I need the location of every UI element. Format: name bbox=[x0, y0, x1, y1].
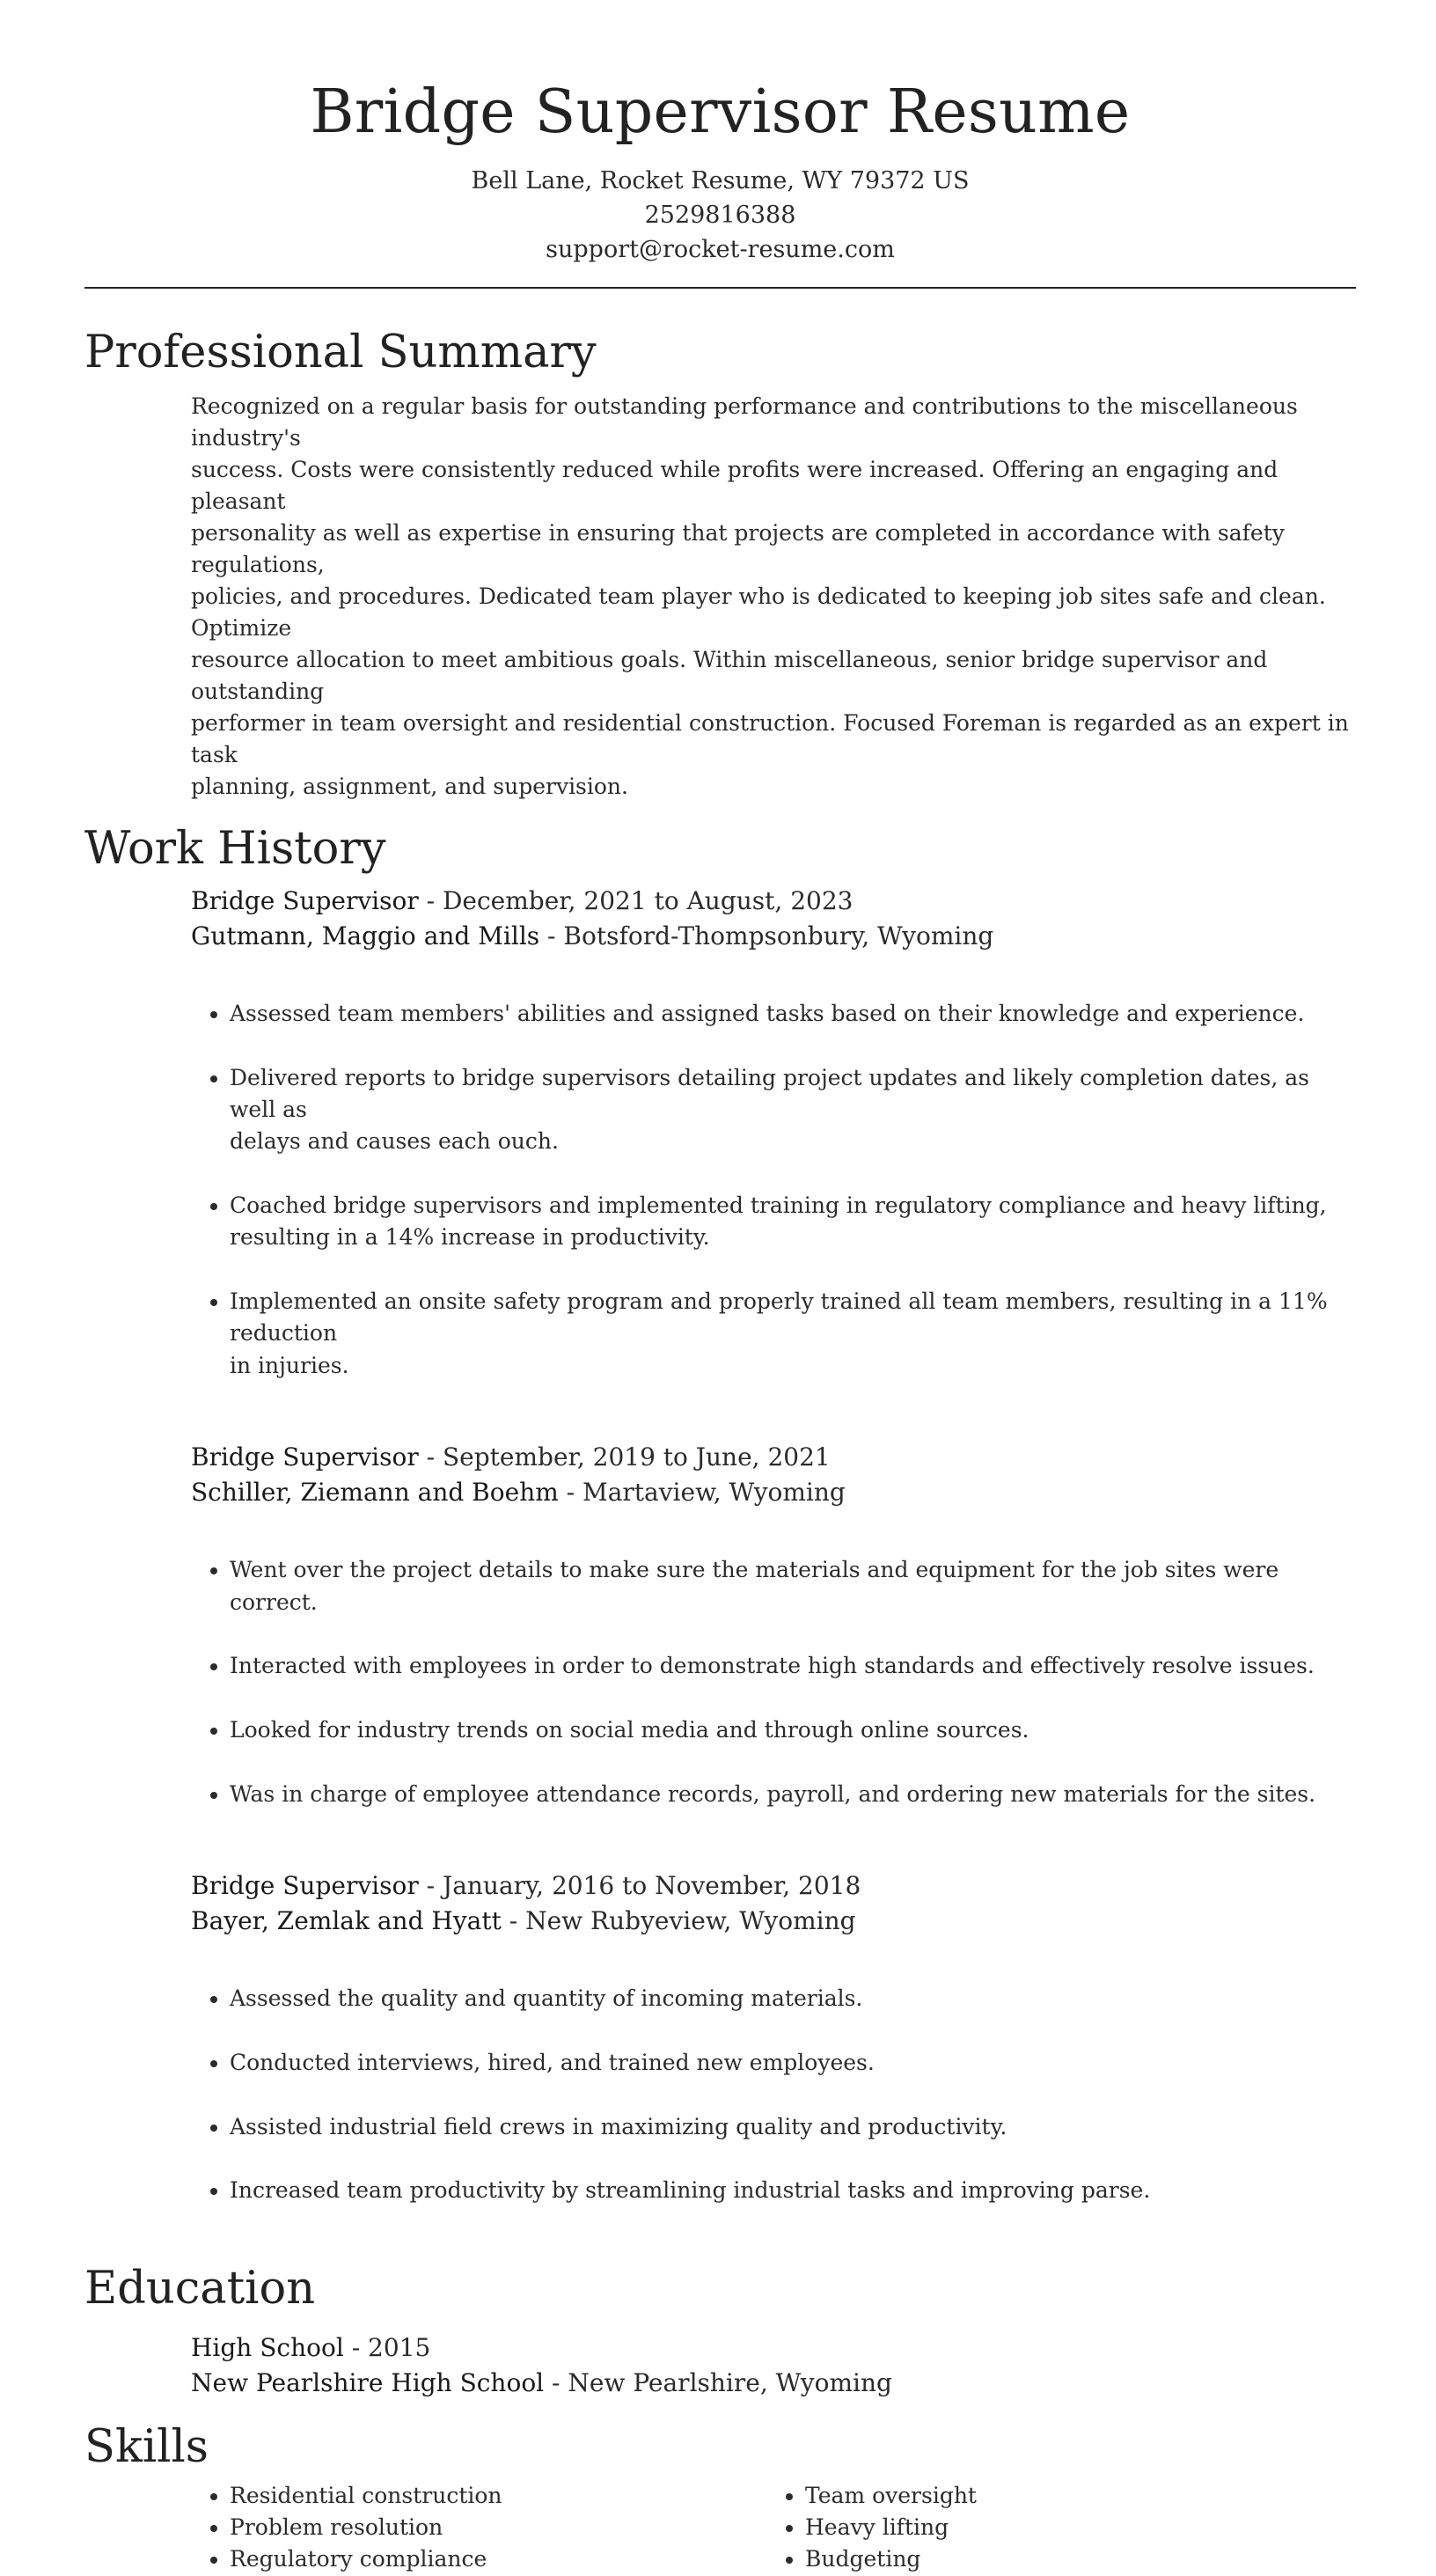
resume-page bbox=[84, 0, 1356, 2576]
job-company-line bbox=[191, 1904, 1356, 1939]
list-item: • Went over the project details to make sure the materials and equipment for the job sites were correct. bbox=[230, 1554, 1356, 1618]
job-company: Schiller, Ziemann and Boehm bbox=[191, 1478, 559, 1508]
job-location: - Martaview, Wyoming bbox=[558, 1478, 846, 1508]
job-entry bbox=[191, 1868, 1356, 2239]
job-title-line bbox=[191, 1440, 1356, 1475]
job-entry bbox=[191, 1440, 1356, 1842]
education-year: - 2015 bbox=[343, 2332, 431, 2362]
job-title-line bbox=[191, 884, 1356, 919]
job-title: Bridge Supervisor bbox=[191, 1871, 419, 1901]
contact-block bbox=[84, 164, 1356, 267]
education-degree-line bbox=[191, 2330, 1356, 2366]
skills-list bbox=[191, 2480, 1356, 2576]
list-item: • Problem resolution bbox=[230, 2512, 766, 2543]
job-location: - Botsford-Thompsonbury, Wyoming bbox=[539, 921, 994, 950]
list-item: • Regulatory compliance bbox=[230, 2543, 766, 2575]
job-bullets bbox=[191, 1951, 1356, 2239]
job-bullets bbox=[191, 966, 1356, 1413]
education-entry bbox=[191, 2330, 1356, 2401]
job-company-line bbox=[191, 1475, 1356, 1510]
job-dates: - September, 2019 to June, 2021 bbox=[418, 1442, 831, 1472]
section-heading-skills: Skills bbox=[84, 2420, 209, 2473]
list-item: • Assessed team members' abilities and assigned tasks based on their knowledge and experience. bbox=[230, 998, 1356, 1030]
contact-phone: 2529816388 bbox=[644, 202, 796, 229]
list-item: • Assessed the quality and quantity of incoming materials. bbox=[230, 1983, 1356, 2015]
job-title: Bridge Supervisor bbox=[191, 1442, 419, 1472]
list-item: • Residential construction bbox=[230, 2480, 766, 2512]
education-school-line bbox=[191, 2366, 1356, 2401]
section-heading-education: Education bbox=[84, 2262, 316, 2315]
job-dates: - January, 2016 to November, 2018 bbox=[418, 1871, 861, 1901]
skills-column-right bbox=[766, 2480, 1333, 2576]
list-item: • Increased team productivity by streamlining industrial tasks and improving parse. bbox=[230, 2175, 1356, 2206]
contact-address: Bell Lane, Rocket Resume, WY 79372 US bbox=[471, 167, 970, 194]
job-company: Bayer, Zemlak and Hyatt bbox=[191, 1906, 502, 1936]
job-company: Gutmann, Maggio and Mills bbox=[191, 921, 540, 950]
skills-column-left bbox=[191, 2480, 766, 2576]
list-item: • Conducted interviews, hired, and trained new employees. bbox=[230, 2047, 1356, 2079]
section-heading-work-history: Work History bbox=[84, 823, 386, 875]
job-entry bbox=[191, 884, 1356, 1413]
list-item: • Was in charge of employee attendance records, payroll, and ordering new materials for the sites. bbox=[230, 1779, 1356, 1810]
list-item: • Implemented an onsite safety program and properly trained all team members, resulting in a 11% reduction in injuries. bbox=[230, 1286, 1356, 1382]
list-item: • Coached bridge supervisors and implemented training in regulatory compliance and heavy lifting, resulting in a 14% increase in productivity. bbox=[230, 1190, 1356, 1254]
list-item: • Looked for industry trends on social media and through online sources. bbox=[230, 1714, 1356, 1746]
education-location: - New Pearlshire, Wyoming bbox=[544, 2367, 892, 2397]
list-item: • Budgeting bbox=[805, 2543, 1333, 2575]
page-title: Bridge Supervisor Resume bbox=[310, 77, 1131, 147]
list-item: • Delivered reports to bridge supervisors detailing project updates and likely completion dates, as well as delays and causes each ouch. bbox=[230, 1062, 1356, 1158]
job-dates: - December, 2021 to August, 2023 bbox=[418, 886, 854, 915]
education-degree: High School bbox=[191, 2332, 344, 2362]
section-heading-summary: Professional Summary bbox=[84, 327, 597, 378]
list-item: • Team oversight bbox=[805, 2480, 1333, 2512]
job-company-line bbox=[191, 919, 1356, 954]
job-bullets bbox=[191, 1523, 1356, 1842]
list-item: • Assisted industrial field crews in maximizing quality and productivity. bbox=[230, 2111, 1356, 2143]
header-divider bbox=[84, 287, 1356, 289]
list-item: • Heavy lifting bbox=[805, 2512, 1333, 2543]
job-title: Bridge Supervisor bbox=[191, 886, 419, 915]
job-title-line bbox=[191, 1868, 1356, 1904]
education-school: New Pearlshire High School bbox=[191, 2367, 545, 2397]
summary-text: Recognized on a regular basis for outstanding performance and contributions to the miscellaneous industry's success. Costs were consistently reduced while profits were increased. Offering an engaging and pleasant personality as well as expertise in ensuring that projects are completed in accordance with safety regulations, policies, and procedures. Dedicated team player who is dedicated to keeping job sites safe and clean. Optimize resource allocation to meet ambitious goals. Within miscellaneous, senior bridge supervisor and outstanding performer in team oversight and residential construction. Focused Foreman is regarded as an expert in task planning, assignment, and supervision. bbox=[191, 393, 1349, 799]
job-location: - New Rubyeview, Wyoming bbox=[501, 1906, 856, 1936]
list-item: • Interacted with employees in order to demonstrate high standards and effectively resolve issues. bbox=[230, 1650, 1356, 1682]
contact-email: support@rocket-resume.com bbox=[546, 236, 895, 263]
